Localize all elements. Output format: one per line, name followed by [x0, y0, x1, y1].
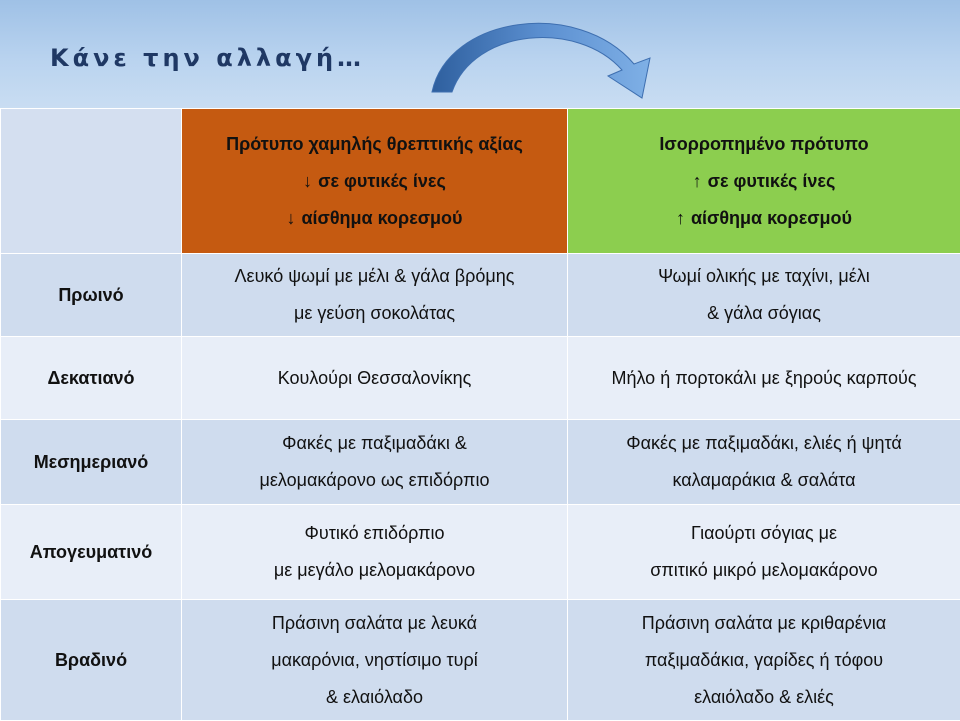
- meal-label: Απογευματινό: [1, 505, 182, 600]
- low-option-cell: Φακές με παξιμαδάκι & μελομακάρονο ως επιδόρπιο: [182, 420, 568, 505]
- balanced-option-cell: Ψωμί ολικής με ταχίνι, μέλι & γάλα σόγιας: [568, 254, 960, 337]
- balanced-option-cell: Μήλο ή πορτοκάλι με ξηρούς καρπούς: [568, 337, 960, 420]
- page-title: Κάνε την αλλαγή…: [50, 44, 365, 72]
- balanced-header-fiber: ↑ σε φυτικές ίνες: [572, 163, 956, 200]
- low-option-cell: Λευκό ψωμί με μέλι & γάλα βρόμης με γεύση σοκολάτας: [182, 254, 568, 337]
- balanced-option-cell: Πράσινη σαλάτα με κριθαρένια παξιμαδάκια, γαρίδες ή τόφου ελαιόλαδο & ελιές: [568, 600, 960, 721]
- low-nutrition-header: [182, 109, 568, 254]
- low-option-cell: Κουλούρι Θεσσαλονίκης: [182, 337, 568, 420]
- balanced-header-title: Ισορροπημένο πρότυπο: [572, 126, 956, 163]
- low-header-satiety: ↓ αίσθημα κορεσμού: [186, 200, 563, 237]
- low-header-title: Πρότυπο χαμηλής θρεπτικής αξίας: [186, 126, 563, 163]
- corner-cell: [1, 109, 182, 254]
- table-row: [1, 337, 960, 420]
- balanced-header: [568, 109, 960, 254]
- down-arrow-icon: ↓: [303, 171, 312, 191]
- meal-label: Μεσημεριανό: [1, 420, 182, 505]
- balanced-header-satiety: ↑ αίσθημα κορεσμού: [572, 200, 956, 237]
- meal-label: Βραδινό: [1, 600, 182, 721]
- header-band: [0, 0, 960, 108]
- table-row: [1, 600, 960, 721]
- meal-label: Δεκατιανό: [1, 337, 182, 420]
- low-header-fiber: ↓ σε φυτικές ίνες: [186, 163, 563, 200]
- table-row: [1, 254, 960, 337]
- meal-comparison-table: [0, 108, 960, 721]
- down-arrow-icon: ↓: [286, 208, 295, 228]
- low-option-cell: Φυτικό επιδόρπιο με μεγάλο μελομακάρονο: [182, 505, 568, 600]
- balanced-option-cell: Γιαούρτι σόγιας με σπιτικό μικρό μελομακάρονο: [568, 505, 960, 600]
- curved-arrow-icon: [428, 6, 678, 106]
- table-row: [1, 420, 960, 505]
- balanced-option-cell: Φακές με παξιμαδάκι, ελιές ή ψητά καλαμαράκια & σαλάτα: [568, 420, 960, 505]
- header-row: [1, 109, 960, 254]
- up-arrow-icon: ↑: [676, 208, 685, 228]
- up-arrow-icon: ↑: [693, 171, 702, 191]
- meal-label: Πρωινό: [1, 254, 182, 337]
- table-row: [1, 505, 960, 600]
- low-option-cell: Πράσινη σαλάτα με λευκά μακαρόνια, νηστίσιμο τυρί & ελαιόλαδο: [182, 600, 568, 721]
